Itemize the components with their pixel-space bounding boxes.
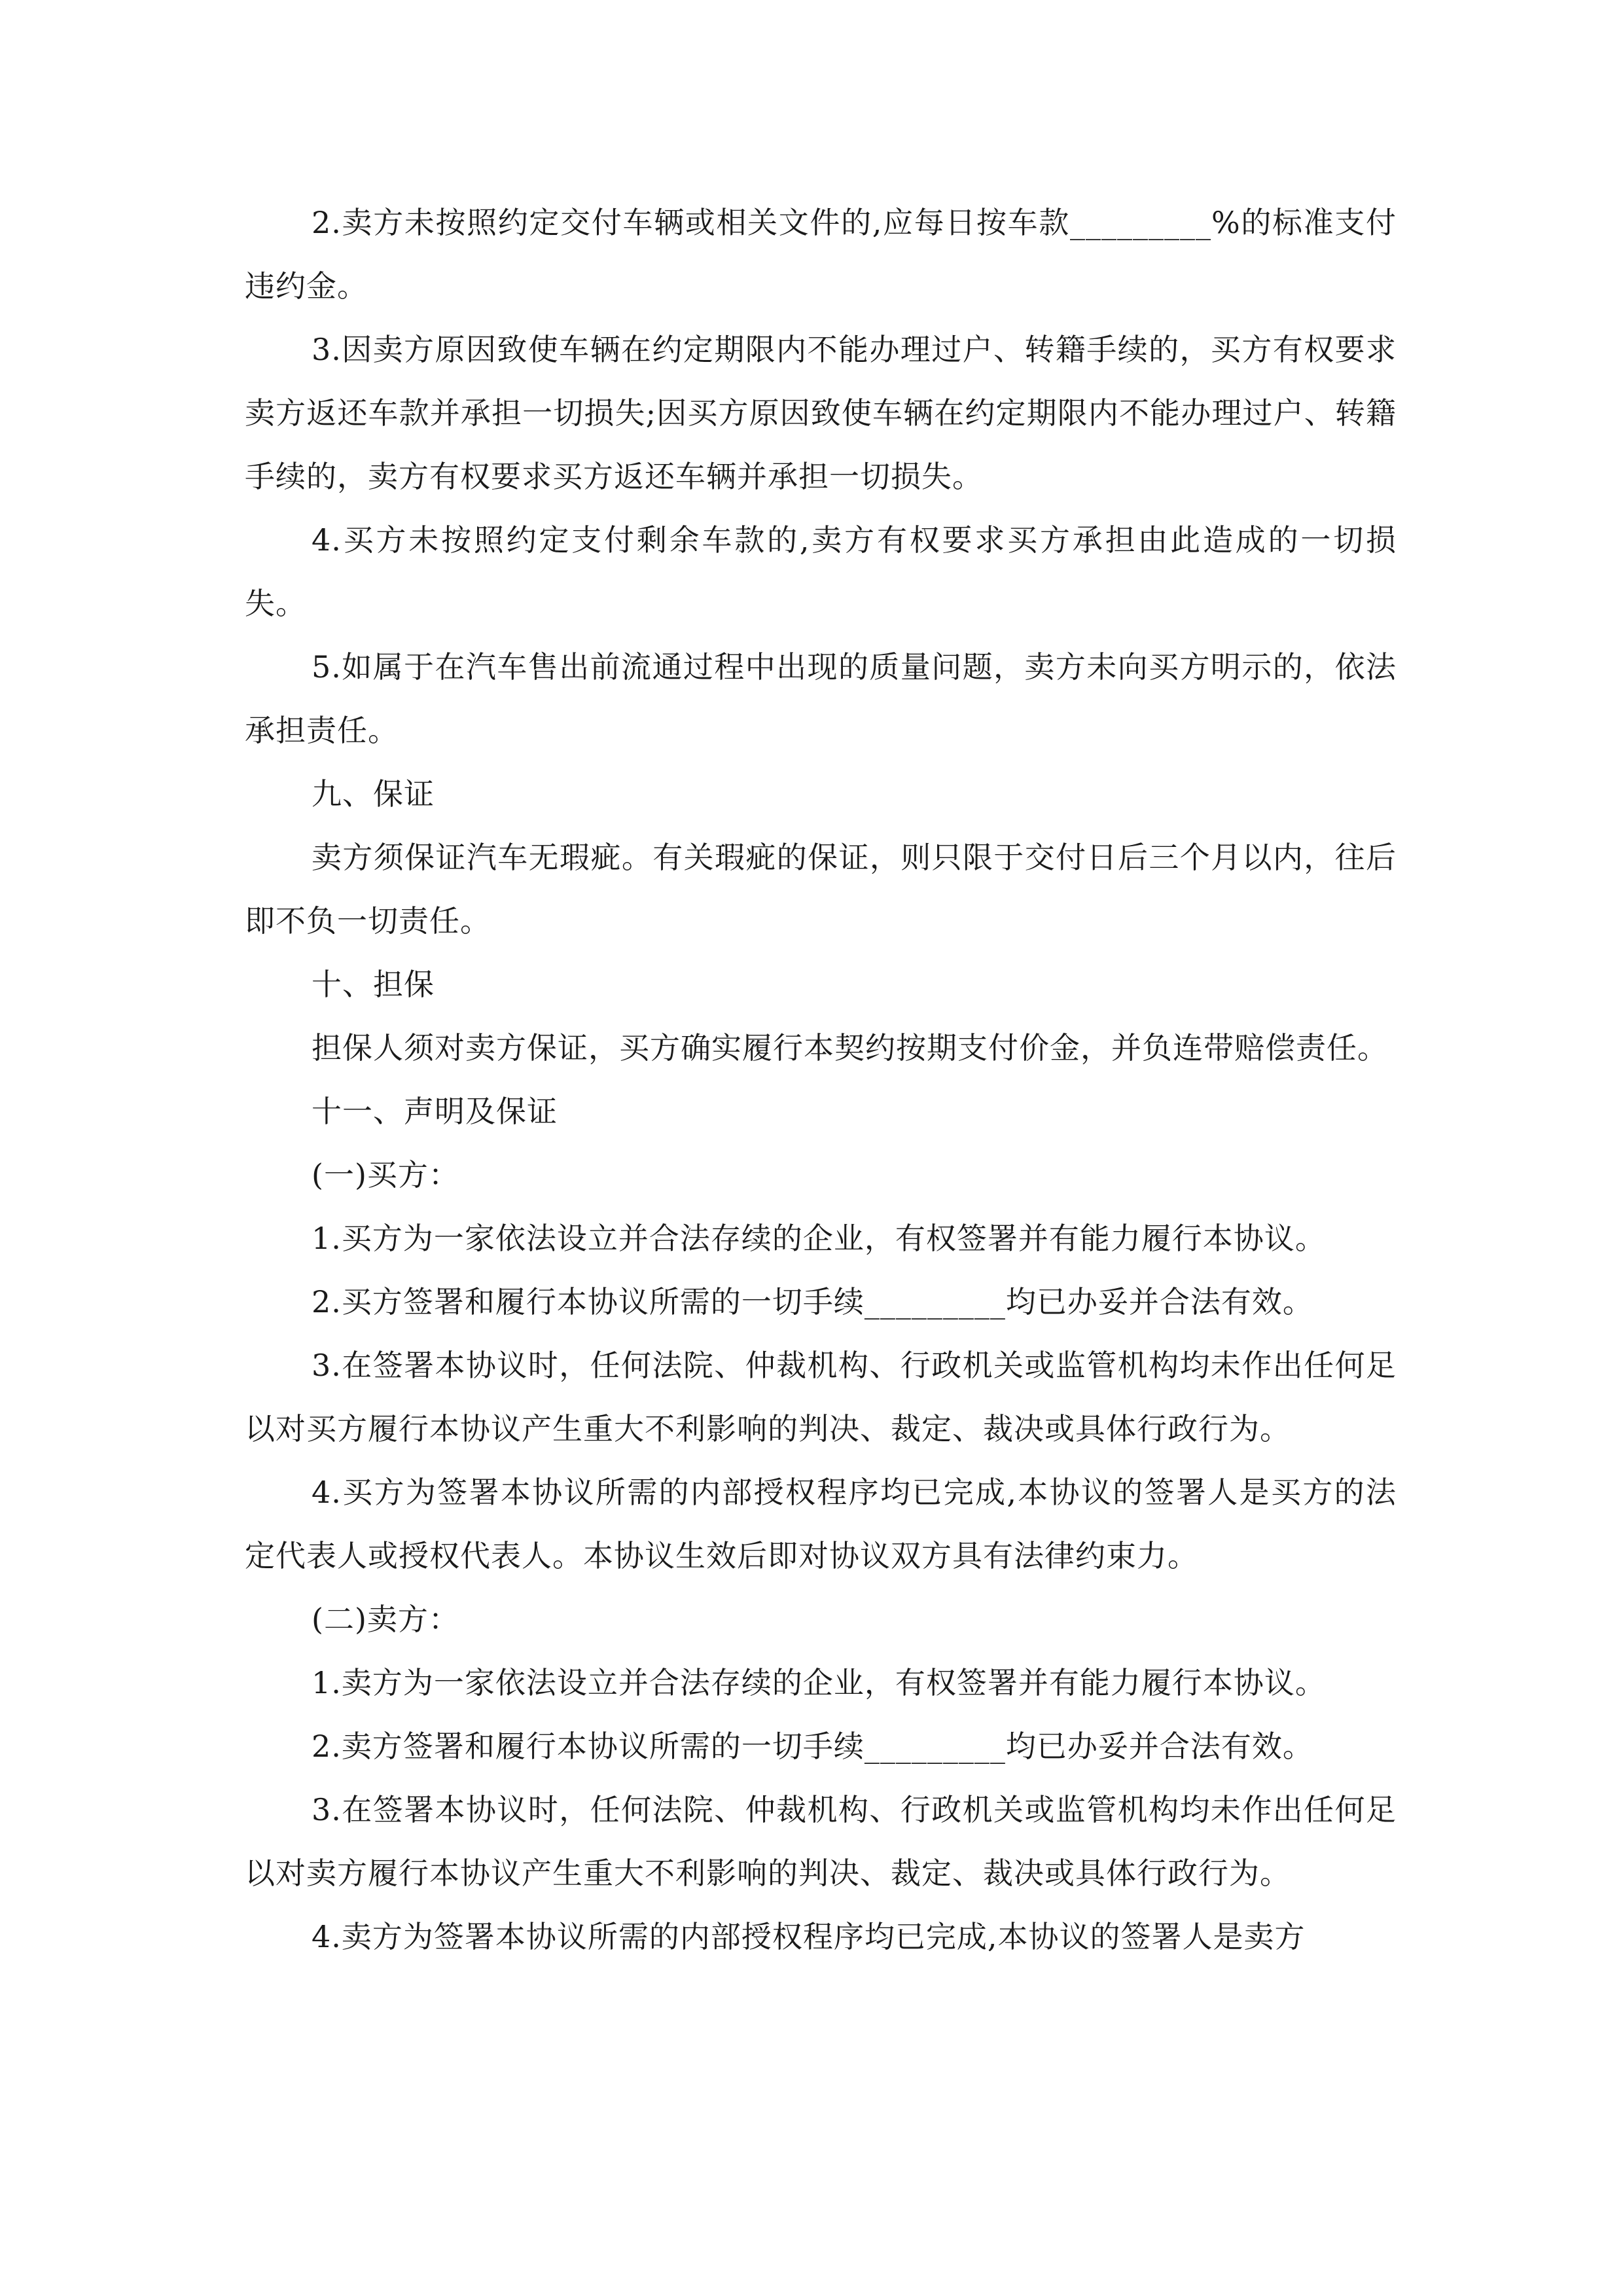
section-9-body: 卖方须保证汽车无瑕疵。有关瑕疵的保证，则只限于交付日后三个月以内，往后即不负一切责任。 xyxy=(245,840,1397,939)
seller-clause-2: 2.卖方签署和履行本协议所需的一切手续_________均已办妥并合法有效。 xyxy=(312,1729,1313,1764)
subsection-seller: (二)卖方： xyxy=(312,1602,459,1637)
section-heading-10: 十、担保 xyxy=(312,967,435,1002)
clause-8-4: 4.买方未按照约定支付剩余车款的,卖方有权要求买方承担由此造成的一切损失。 xyxy=(245,522,1397,621)
section-10-body: 担保人须对卖方保证，买方确实履行本契约按期支付价金，并负连带赔偿责任。 xyxy=(312,1030,1388,1066)
section-heading-9: 九、保证 xyxy=(312,776,435,812)
buyer-clause-2: 2.买方签署和履行本协议所需的一切手续_________均已办妥并合法有效。 xyxy=(312,1284,1313,1319)
seller-clause-3: 3.在签署本协议时，任何法院、仲裁机构、行政机关或监管机构均未作出任何足以对卖方履行本协议产生重大不利影响的判决、裁定、裁决或具体行政行为。 xyxy=(245,1792,1397,1891)
buyer-clause-3: 3.在签署本协议时，任何法院、仲裁机构、行政机关或监管机构均未作出任何足以对买方履行本协议产生重大不利影响的判决、裁定、裁决或具体行政行为。 xyxy=(245,1348,1397,1446)
seller-clause-4: 4.卖方为签署本协议所需的内部授权程序均已完成,本协议的签署人是卖方 xyxy=(312,1919,1306,1954)
subsection-buyer: (一)买方： xyxy=(312,1157,459,1193)
document-body xyxy=(245,191,1397,1969)
seller-clause-1: 1.卖方为一家依法设立并合法存续的企业，有权签署并有能力履行本协议。 xyxy=(312,1665,1326,1700)
clause-8-5: 5.如属于在汽车售出前流通过程中出现的质量问题，卖方未向买方明示的，依法承担责任。 xyxy=(245,649,1397,748)
section-heading-11: 十一、声明及保证 xyxy=(312,1094,558,1129)
clause-8-2: 2.卖方未按照约定交付车辆或相关文件的,应每日按车款_________%的标准支付违约金。 xyxy=(245,205,1397,304)
buyer-clause-4: 4.买方为签署本协议所需的内部授权程序均已完成,本协议的签署人是买方的法定代表人或授权代表人。本协议生效后即对协议双方具有法律约束力。 xyxy=(245,1475,1397,1573)
buyer-clause-1: 1.买方为一家依法设立并合法存续的企业，有权签署并有能力履行本协议。 xyxy=(312,1221,1326,1256)
clause-8-3: 3.因卖方原因致使车辆在约定期限内不能办理过户、转籍手续的，买方有权要求卖方返还车款并承担一切损失;因买方原因致使车辆在约定期限内不能办理过户、转籍手续的，卖方有权要求买方返还车辆并承担一切损失。 xyxy=(245,332,1397,494)
